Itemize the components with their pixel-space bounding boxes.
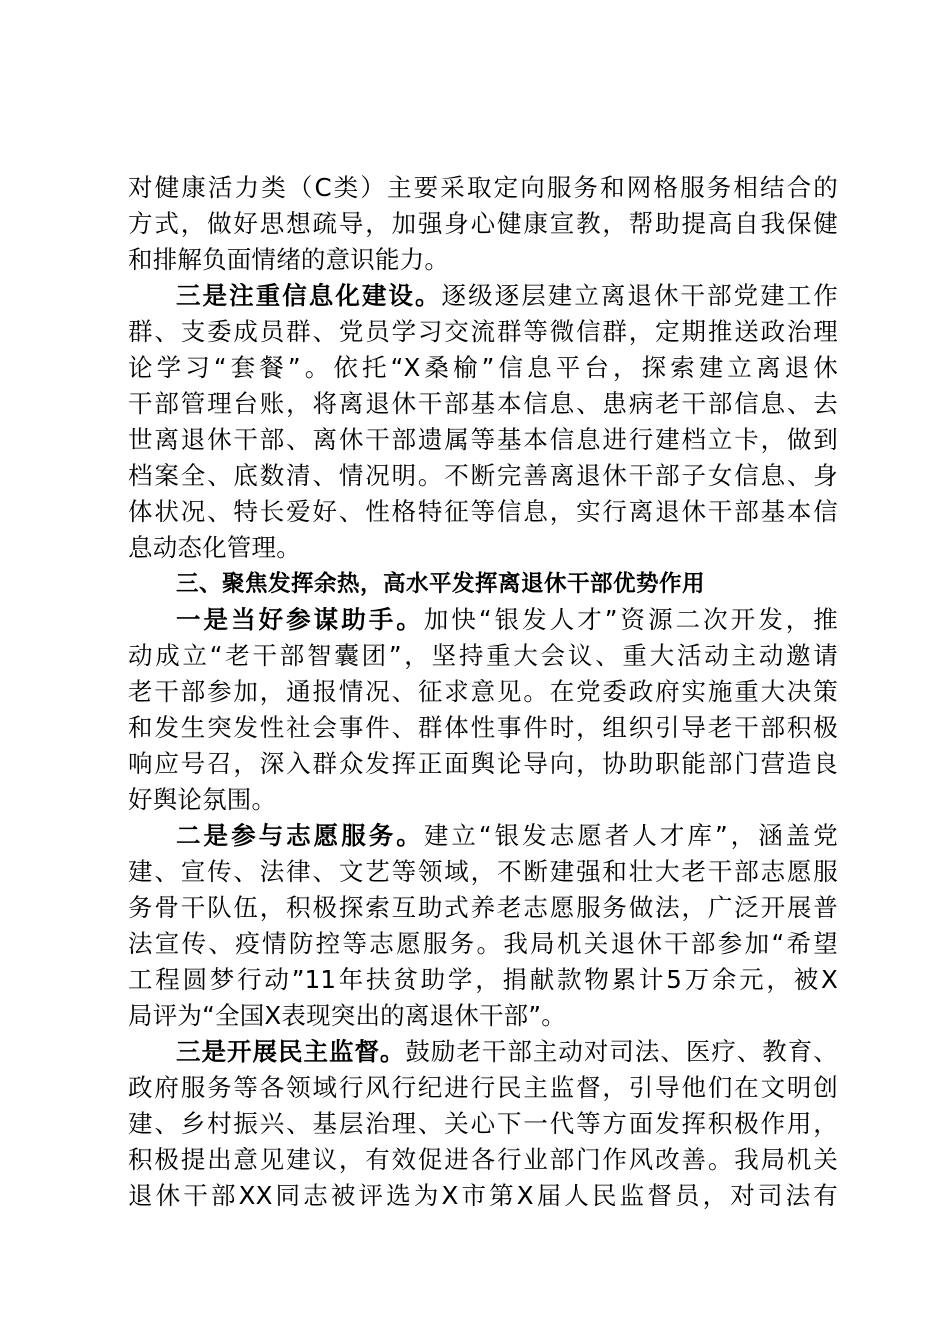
- text-line: [128, 818, 838, 854]
- text-line: 老干部参加，通报情况、征求意见。在党委政府实施重大决策: [128, 677, 838, 706]
- text-line: 局评为“全国X表现突出的离退休干部”。: [128, 1001, 566, 1030]
- text-line: 和发生突发性社会事件、群体性事件时，组织引导老干部积极: [128, 713, 838, 742]
- text-line: 法宣传、疫情防控等志愿服务。我局机关退休干部参加“希望: [128, 929, 838, 958]
- text-span: 建立“银发志愿者人才库”，涵盖党: [423, 821, 838, 850]
- section-heading: 三、聚焦发挥余热，高水平发挥离退休干部优势作用: [176, 571, 706, 597]
- text-line: 对健康活力类（C类）主要采取定向服务和网格服务相结合的: [128, 173, 838, 202]
- text-line: 群、支委成员群、党员学习交流群等微信群，定期推送政治理: [128, 317, 838, 346]
- text-span: 加快“银发人才”资源二次开发，推: [423, 605, 838, 634]
- paragraph-lead: 三是开展民主监督。: [176, 1037, 406, 1066]
- document-page: [128, 170, 838, 1214]
- text-line: 政府服务等各领域行风行纪进行民主监督，引导他们在文明创: [128, 1073, 838, 1102]
- text-line: 动成立“老干部智囊团”，坚持重大会议、重大活动主动邀请: [128, 641, 838, 670]
- paragraph-democratic-supervision: [128, 1034, 838, 1214]
- text-line: 方式，做好思想疏导，加强身心健康宣教，帮助提高自我保健: [128, 209, 838, 238]
- text-line: [128, 278, 838, 314]
- paragraph-advisor-role: [128, 602, 838, 818]
- text-line: 好舆论氛围。: [128, 785, 277, 814]
- text-line: 建、宣传、法律、文艺等领域，不断建强和壮大老干部志愿服: [128, 857, 838, 886]
- paragraph-informatization: [128, 278, 838, 566]
- text-line: 退休干部XX同志被评选为X市第X届人民监督员，对司法有: [128, 1181, 838, 1210]
- text-line: 积极提出意见建议，有效促进各行业部门作风改善。我局机关: [128, 1145, 838, 1174]
- text-line: [128, 602, 838, 638]
- text-span: 逐级逐层建立离退休干部党建工作: [441, 281, 839, 310]
- text-line: 干部管理台账，将离退休干部基本信息、患病老干部信息、去: [128, 389, 838, 418]
- paragraph-lead: 二是参与志愿服务。: [176, 821, 424, 850]
- text-line: 世离退休干部、离休干部遗属等基本信息进行建档立卡，做到: [128, 425, 838, 454]
- text-line: 档案全、底数清、情况明。不断完善离退休干部子女信息、身: [128, 461, 838, 490]
- text-line: 和排解负面情绪的意识能力。: [128, 245, 450, 274]
- text-line: 务骨干队伍，积极探索互助式养老志愿服务做法，广泛开展普: [128, 893, 838, 922]
- paragraph-health-category-c: [128, 170, 838, 278]
- text-line: 论学习“套餐”。依托“X桑榆”信息平台，探索建立离退休: [128, 353, 838, 382]
- paragraph-volunteer-service: [128, 818, 838, 1034]
- text-line: 息动态化管理。: [128, 533, 301, 562]
- text-span: 鼓励老干部主动对司法、医疗、教育、: [405, 1037, 838, 1066]
- text-line: 体状况、特长爱好、性格特征等信息，实行离退休干部基本信: [128, 497, 838, 526]
- text-line: 工程圆梦行动”11年扶贫助学，捐献款物累计5万余元，被X: [128, 965, 838, 994]
- text-line: 建、乡村振兴、基层治理、关心下一代等方面发挥积极作用，: [128, 1109, 838, 1138]
- paragraph-lead: 一是当好参谋助手。: [176, 605, 424, 634]
- paragraph-lead: 三是注重信息化建设。: [176, 281, 442, 310]
- text-line: 响应号召，深入群众发挥正面舆论导向，协助职能部门营造良: [128, 749, 838, 778]
- text-line: [128, 1034, 838, 1070]
